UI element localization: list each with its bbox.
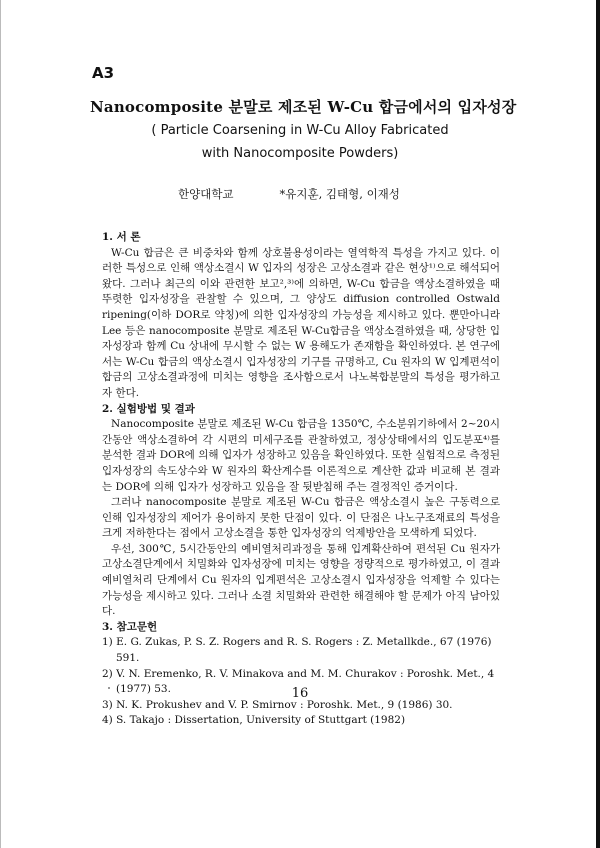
page-number: 16 <box>291 686 309 701</box>
author-names: *유지훈, 김태형, 이재성 <box>279 187 400 201</box>
intro-paragraph: W-Cu 합금은 큰 비중차와 함께 상호불용성이라는 열역학적 특성을 가지고 있다. 이러한 특성으로 인해 액상소결시 W 입자의 성장은 고상소결과 같은 현상¹⁾으로 해석되어왔다. 그러나 최근의 이와 관련한 보고²,³⁾에 의하면, W-Cu 합금을 액상소결하였을 때 뚜렷한 입자성장을 관찰할 수 있으며, 그 양상도 diffusion controlled Ostwald ripening(이하 DOR로 약칭)에 의한 입자성장의 가능성을 제시하고 있다. 뿐만아니라 Lee 등은 nanocomposite 분말로 제조된 W-Cu합금을 액상소결하였을 때, 상당한 입자성장과 함께 Cu 상내에 무시할 수 없는 W 용해도가 존재함을 확인하였다. 본 연구에서는 W-Cu 합금의 액상소결시 입자성장의 기구를 규명하고, Cu 원자의 W 입계편석이 합금의 고상소결과정에 미치는 영향을 조사함으로서 나노복합분말의 특성을 평가하고자 한다. <box>102 246 500 399</box>
reference-item: 2) V. N. Eremenko, R. V. Minakova and M. M. Churakov : Poroshk. Met., 4 (1977) 53. <box>102 667 495 696</box>
reference-item: 3) N. K. Prokushev and V. P. Smirnov : Poroshk. Met., 9 (1986) 30. <box>102 698 453 711</box>
title-block <box>90 96 517 163</box>
scan-edge-right <box>596 0 600 848</box>
reference-item: 4) S. Takajo : Dissertation, University of Stuttgart (1982) <box>102 714 406 727</box>
reference-item: 1) E. G. Zukas, P. S. Z. Rogers and R. S. Rogers : Z. Metallkde., 67 (1976) 591. <box>102 636 492 665</box>
section-heading-method: 2. 실험방법 및 결과 <box>102 402 195 415</box>
scan-edge-left <box>0 0 1 848</box>
method-paragraph-1: Nanocomposite 분말로 제조된 W-Cu 합금을 1350℃, 수소분위기하에서 2~20시간동안 액상소결하여 각 시편의 미세구조를 관찰하였고, 정상상태에서의 입도분포⁴⁾를 분석한 결과 DOR에 의해 입자가 성장하고 있음을 확인하였다. 또한 실험적으로 측정된 입자성장의 속도상수와 W 원자의 확산계수를 이론적으로 계산한 값과 비교해 본 결과는 DOR에 의해 입자가 성장하고 있음을 잘 뒷받침해 주는 결정적인 증거이다. <box>102 418 500 493</box>
abstract-code: A3 <box>92 64 115 82</box>
title-english-line-2: with Nanocomposite Powders) <box>201 146 399 161</box>
section-heading-intro: 1. 서 론 <box>102 231 141 243</box>
affiliation: 한양대학교 <box>178 187 234 201</box>
section-heading-references: 3. 참고문헌 <box>102 620 158 633</box>
abstract-body <box>102 230 500 729</box>
method-paragraph-3: 우선, 300℃, 5시간동안의 예비열처리과정을 통해 입계확산하여 편석된 Cu 원자가 고상소결단계에서 치밀화와 입자성장에 미치는 영향을 정량적으로 평가하였고, 이 결과 예비열처리 단계에서 Cu 원자의 입계편석은 고상소결시 입자성장을 억제할 수 있다는 가능성을 제시하고 있다. 그러나 소결 치밀화와 관련한 해결해야 할 문제가 아직 남아있다. <box>102 542 500 618</box>
title-english-line-1: ( Particle Coarsening in W-Cu Alloy Fabricated <box>151 123 449 138</box>
method-paragraph-2: 그러나 nanocomposite 분말로 제조된 W-Cu 합금은 액상소결시 높은 구동력으로 인해 입자성장의 제어가 용이하지 못한 단점이 있다. 이 단점은 나노구조재료의 특성을 크게 저하한다는 점에서 고상소결을 통한 입자성장의 억제방안을 모색하게 되었다. <box>102 496 500 540</box>
reference-list <box>102 635 500 729</box>
title-korean: Nanocomposite 분말로 제조된 W-Cu 합금에서의 입자성장 <box>90 98 517 116</box>
author-line <box>178 186 400 202</box>
